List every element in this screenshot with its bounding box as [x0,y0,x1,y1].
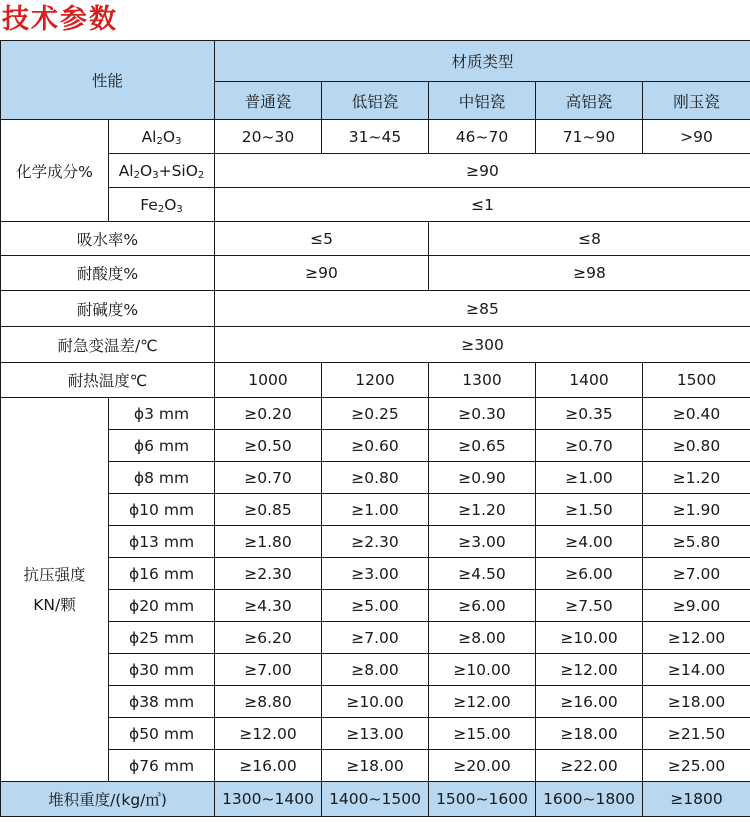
crush-strength-row [1,718,750,750]
crush-value: ≥1.00 [536,462,643,494]
crush-value: ≥18.00 [322,750,429,782]
crush-value: ≥10.00 [322,686,429,718]
header-material-type: 材质类型 [215,41,750,82]
heat-resistance-value: 1000 [215,363,322,398]
crush-size: ϕ16 mm [109,558,215,590]
crush-value: ≥6.00 [429,590,536,622]
heat-resistance-label: 耐热温度℃ [1,363,215,398]
chem-fe2o3-value: ≤1 [215,188,750,222]
crush-value: ≥12.00 [215,718,322,750]
chem-al2o3-value: 20~30 [215,120,322,154]
crush-value: ≥1.00 [322,494,429,526]
alkali-resistance-label: 耐碱度% [1,291,215,327]
crush-value: ≥6.00 [536,558,643,590]
crush-size: ϕ6 mm [109,430,215,462]
crush-value: ≥8.00 [429,622,536,654]
crush-value: ≥0.25 [322,398,429,430]
crush-strength-row [1,494,750,526]
crush-value: ≥4.30 [215,590,322,622]
chem-al2o3-value: >90 [643,120,750,154]
acid-resistance-value: ≥90 [215,256,429,291]
crush-strength-row [1,558,750,590]
water-absorption-value: ≤8 [429,222,750,256]
crush-strength-row [1,686,750,718]
crush-value: ≥25.00 [643,750,750,782]
crush-value: ≥3.00 [429,526,536,558]
crush-strength-row [1,590,750,622]
crush-size: ϕ20 mm [109,590,215,622]
chem-row-al2o3sio2 [1,154,750,188]
crush-strength-row [1,430,750,462]
chem-al2o3-value: 71~90 [536,120,643,154]
header-type: 高铝瓷 [536,82,643,120]
crush-value: ≥18.00 [536,718,643,750]
crush-value: ≥5.00 [322,590,429,622]
thermal-shock-row [1,327,750,363]
crush-value: ≥20.00 [429,750,536,782]
chem-al2o3sio2-label: $Al_2O_3+SiO_2$ [109,154,215,188]
crush-value: ≥0.80 [643,430,750,462]
crush-value: ≥15.00 [429,718,536,750]
crush-size: ϕ25 mm [109,622,215,654]
crush-size: ϕ3 mm [109,398,215,430]
crush-value: ≥12.00 [643,622,750,654]
crush-value: ≥0.20 [215,398,322,430]
heat-resistance-value: 1200 [322,363,429,398]
bulk-density-value: 1600~1800 [536,782,643,817]
heat-resistance-value: 1300 [429,363,536,398]
chem-al2o3-value: 31~45 [322,120,429,154]
crush-value: ≥0.85 [215,494,322,526]
water-absorption-value: ≤5 [215,222,429,256]
crush-size: ϕ30 mm [109,654,215,686]
crush-strength-row [1,654,750,686]
crush-value: ≥12.00 [429,686,536,718]
crush-value: ≥0.40 [643,398,750,430]
crush-value: ≥3.00 [322,558,429,590]
bulk-density-value: 1500~1600 [429,782,536,817]
heat-resistance-value: 1500 [643,363,750,398]
crush-value: ≥0.80 [322,462,429,494]
header-type: 普通瓷 [215,82,322,120]
chem-label: 化学成分% [1,120,109,222]
crush-strength-body [1,398,750,782]
bulk-density-value: ≥1800 [643,782,750,817]
crush-size: ϕ10 mm [109,494,215,526]
crush-value: ≥1.80 [215,526,322,558]
crush-value: ≥8.00 [322,654,429,686]
crush-value: ≥10.00 [536,622,643,654]
crush-value: ≥0.30 [429,398,536,430]
chem-al2o3sio2-value: ≥90 [215,154,750,188]
water-absorption-row [1,222,750,256]
heat-resistance-value: 1400 [536,363,643,398]
crush-size: ϕ38 mm [109,686,215,718]
crush-value: ≥0.70 [536,430,643,462]
crush-value: ≥1.20 [643,462,750,494]
header-type: 低铝瓷 [322,82,429,120]
crush-value: ≥5.80 [643,526,750,558]
crush-size: ϕ13 mm [109,526,215,558]
crush-value: ≥0.35 [536,398,643,430]
chem-al2o3-value: 46~70 [429,120,536,154]
crush-value: ≥18.00 [643,686,750,718]
crush-value: ≥1.20 [429,494,536,526]
crush-value: ≥2.30 [215,558,322,590]
crush-value: ≥9.00 [643,590,750,622]
crush-value: ≥0.90 [429,462,536,494]
crush-size: ϕ76 mm [109,750,215,782]
crush-value: ≥10.00 [429,654,536,686]
chem-row-al2o3 [1,120,750,154]
acid-resistance-value: ≥98 [429,256,750,291]
crush-value: ≥2.30 [322,526,429,558]
crush-value: ≥1.90 [643,494,750,526]
heat-resistance-row [1,363,750,398]
acid-resistance-label: 耐酸度% [1,256,215,291]
crush-value: ≥12.00 [536,654,643,686]
bulk-density-value: 1400~1500 [322,782,429,817]
crush-value: ≥1.50 [536,494,643,526]
chem-row-fe2o3 [1,188,750,222]
page-title: 技术参数 [2,4,118,35]
thermal-shock-label: 耐急变温差/℃ [1,327,215,363]
crush-strength-label-line2: KN/颗 [33,595,76,614]
crush-value: ≥0.70 [215,462,322,494]
crush-strength-row [1,526,750,558]
crush-value: ≥7.00 [643,558,750,590]
crush-value: ≥0.50 [215,430,322,462]
crush-strength-row [1,750,750,782]
crush-size: ϕ50 mm [109,718,215,750]
bulk-density-value: 1300~1400 [215,782,322,817]
spec-table [0,40,750,817]
header-type: 刚玉瓷 [643,82,750,120]
chem-al2o3-label: $Al_2O_3$ [109,120,215,154]
crush-value: ≥4.00 [536,526,643,558]
crush-value: ≥16.00 [215,750,322,782]
crush-value: ≥4.50 [429,558,536,590]
crush-strength-row [1,398,750,430]
bulk-density-row [1,782,750,817]
crush-value: ≥22.00 [536,750,643,782]
alkali-resistance-value: ≥85 [215,291,750,327]
crush-value: ≥14.00 [643,654,750,686]
crush-value: ≥13.00 [322,718,429,750]
chem-fe2o3-label: $Fe_2O_3$ [109,188,215,222]
crush-size: ϕ8 mm [109,462,215,494]
crush-value: ≥21.50 [643,718,750,750]
acid-resistance-row [1,256,750,291]
alkali-resistance-row [1,291,750,327]
crush-value: ≥7.00 [215,654,322,686]
header-row-1 [1,41,750,82]
crush-value: ≥0.60 [322,430,429,462]
thermal-shock-value: ≥300 [215,327,750,363]
crush-strength-label [1,398,109,782]
crush-value: ≥0.65 [429,430,536,462]
bulk-density-label: 堆积重度/(kg/㎥) [1,782,215,817]
crush-strength-label-line1: 抗压强度 [23,565,86,584]
crush-strength-row [1,462,750,494]
crush-value: ≥6.20 [215,622,322,654]
crush-value: ≥7.00 [322,622,429,654]
crush-strength-row [1,622,750,654]
crush-value: ≥7.50 [536,590,643,622]
crush-value: ≥8.80 [215,686,322,718]
header-property: 性能 [1,41,215,120]
water-absorption-label: 吸水率% [1,222,215,256]
crush-value: ≥16.00 [536,686,643,718]
header-type: 中铝瓷 [429,82,536,120]
